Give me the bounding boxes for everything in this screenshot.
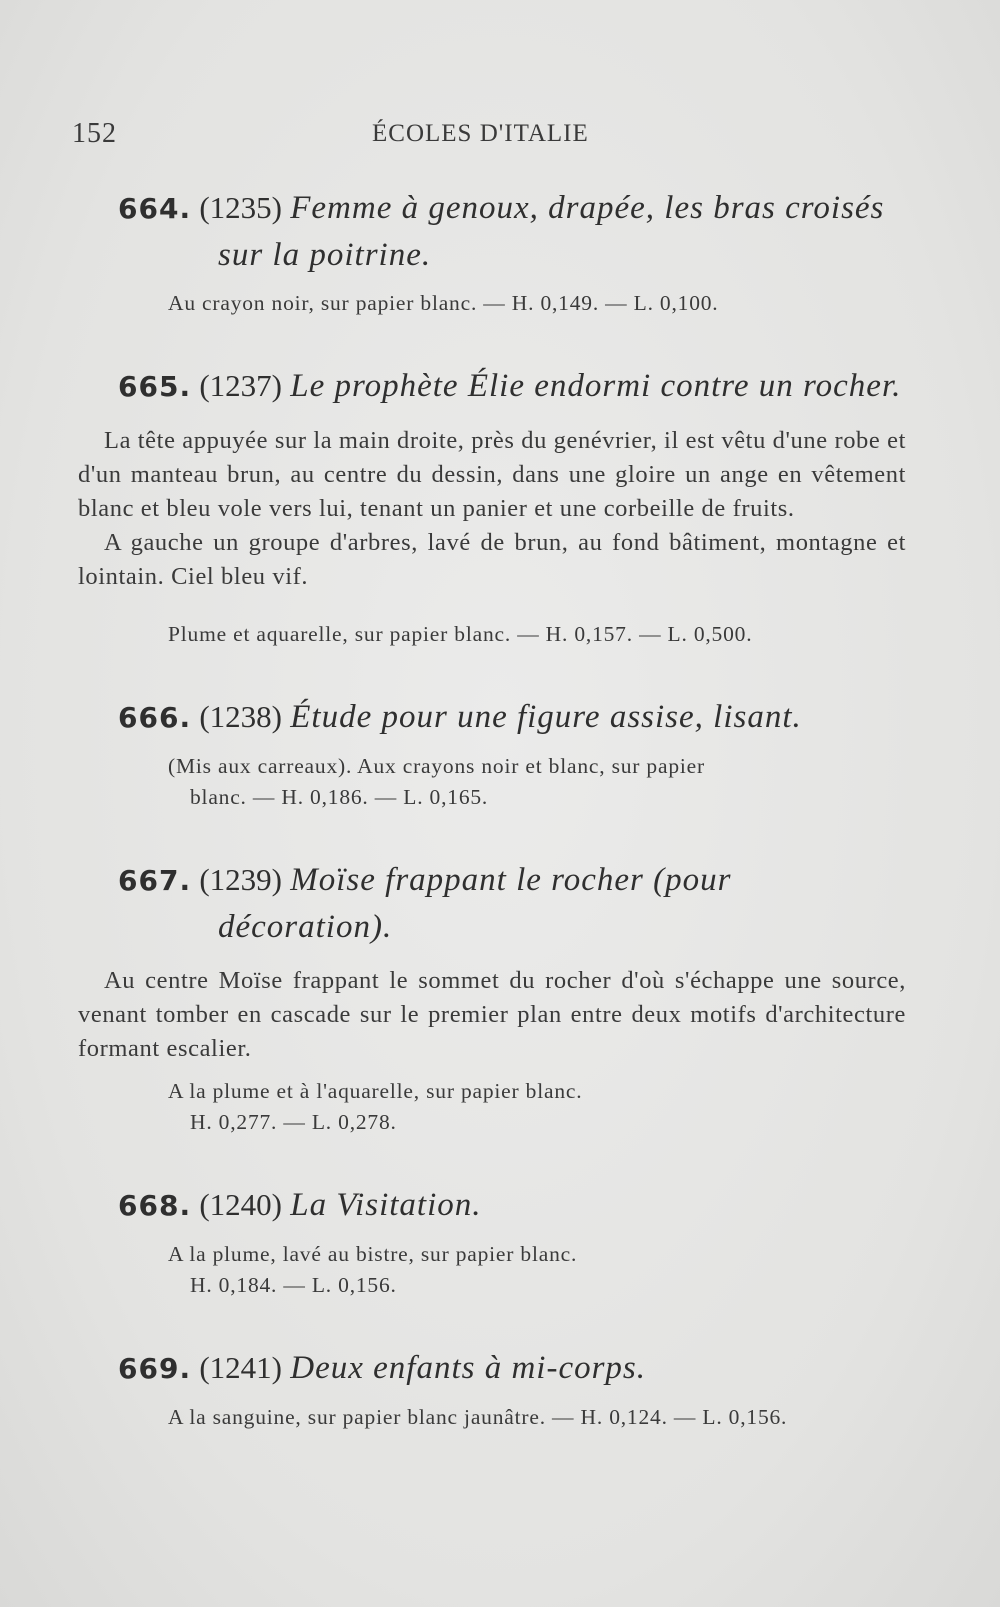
technique-note: A la sanguine, sur papier blanc jaunâtre. — H. 0,124. — L. 0,156. [168, 1404, 788, 1429]
inventory-number: (1235) [199, 190, 282, 225]
running-title: ÉCOLES D'ITALIE [372, 120, 589, 147]
artwork-title: Le prophète Élie endormi contre un rocher. [290, 368, 902, 404]
catalogue-entry-669 [78, 1345, 906, 1433]
technique-note [168, 751, 906, 813]
entry-heading [100, 694, 906, 741]
technique-line: H. 0,277. — L. 0,278. [190, 1109, 397, 1134]
entry-number: 669. [118, 1351, 192, 1385]
description-paragraph: A gauche un groupe d'arbres, lavé de brun, au fond bâtiment, montagne et lointain. Ciel bleu vif. [78, 529, 906, 590]
technique-line: H. 0,184. — L. 0,156. [190, 1272, 397, 1297]
artwork-title: Femme à genoux, drapée, les bras croisés sur la poitrine. [218, 190, 885, 273]
entry-number: 667. [118, 863, 192, 897]
technique-note [168, 1239, 906, 1301]
catalogue-entries [78, 185, 906, 1433]
description-paragraph: La tête appuyée sur la main droite, près du genévrier, il est vêtu d'une robe et d'un manteau brun, au centre du dessin, dans une gloire un ange en vêtement blanc et bleu vole vers lui, tenant un panier et une corbeille de fruits. [78, 427, 906, 522]
technique-note: Au crayon noir, sur papier blanc. — H. 0,149. — L. 0,100. [168, 291, 719, 315]
entry-number: 665. [118, 370, 192, 403]
artwork-title: Moïse frappant le rocher (pour décoration). [218, 861, 732, 945]
entry-number: 666. [118, 700, 192, 734]
entry-number: 668. [118, 1188, 192, 1222]
inventory-number: (1239) [199, 861, 282, 897]
entry-heading [100, 1182, 906, 1229]
page-number: 152 [72, 118, 117, 149]
technique-line: blanc. — H. 0,186. — L. 0,165. [190, 784, 489, 809]
inventory-number: (1238) [199, 698, 282, 734]
entry-heading [100, 185, 906, 278]
technique-note: Plume et aquarelle, sur papier blanc. — H. 0,157. — L. 0,500. [168, 621, 753, 646]
inventory-number: (1237) [199, 368, 282, 403]
catalogue-entry-664 [78, 185, 906, 319]
catalogue-entry-665 [78, 363, 906, 650]
technique-line: A la plume, lavé au bistre, sur papier blanc. [168, 1241, 578, 1266]
technique-line: (Mis aux carreaux). Aux crayons noir et blanc, sur papier [168, 753, 705, 778]
catalogue-entry-666 [78, 694, 906, 813]
inventory-number: (1240) [199, 1186, 282, 1222]
catalogue-entry-668 [78, 1182, 906, 1301]
description-paragraph: Au centre Moïse frappant le sommet du rocher d'où s'échappe une source, venant tomber en cascade sur le premier plan entre deux motifs d'architecture formant escalier. [78, 966, 906, 1062]
running-head [72, 118, 612, 158]
catalogue-entry-667 [78, 857, 906, 1138]
artwork-title: Deux enfants à mi-corps. [290, 1349, 647, 1386]
entry-heading [100, 857, 906, 950]
entry-heading [100, 363, 906, 410]
technique-line: A la plume et à l'aquarelle, sur papier blanc. [168, 1078, 583, 1103]
entry-heading [100, 1345, 906, 1392]
inventory-number: (1241) [199, 1349, 282, 1385]
technique-note [168, 1076, 906, 1138]
artwork-title: La Visitation. [290, 1186, 482, 1223]
entry-number: 664. [118, 192, 192, 225]
artwork-title: Étude pour une figure assise, lisant. [290, 698, 802, 735]
